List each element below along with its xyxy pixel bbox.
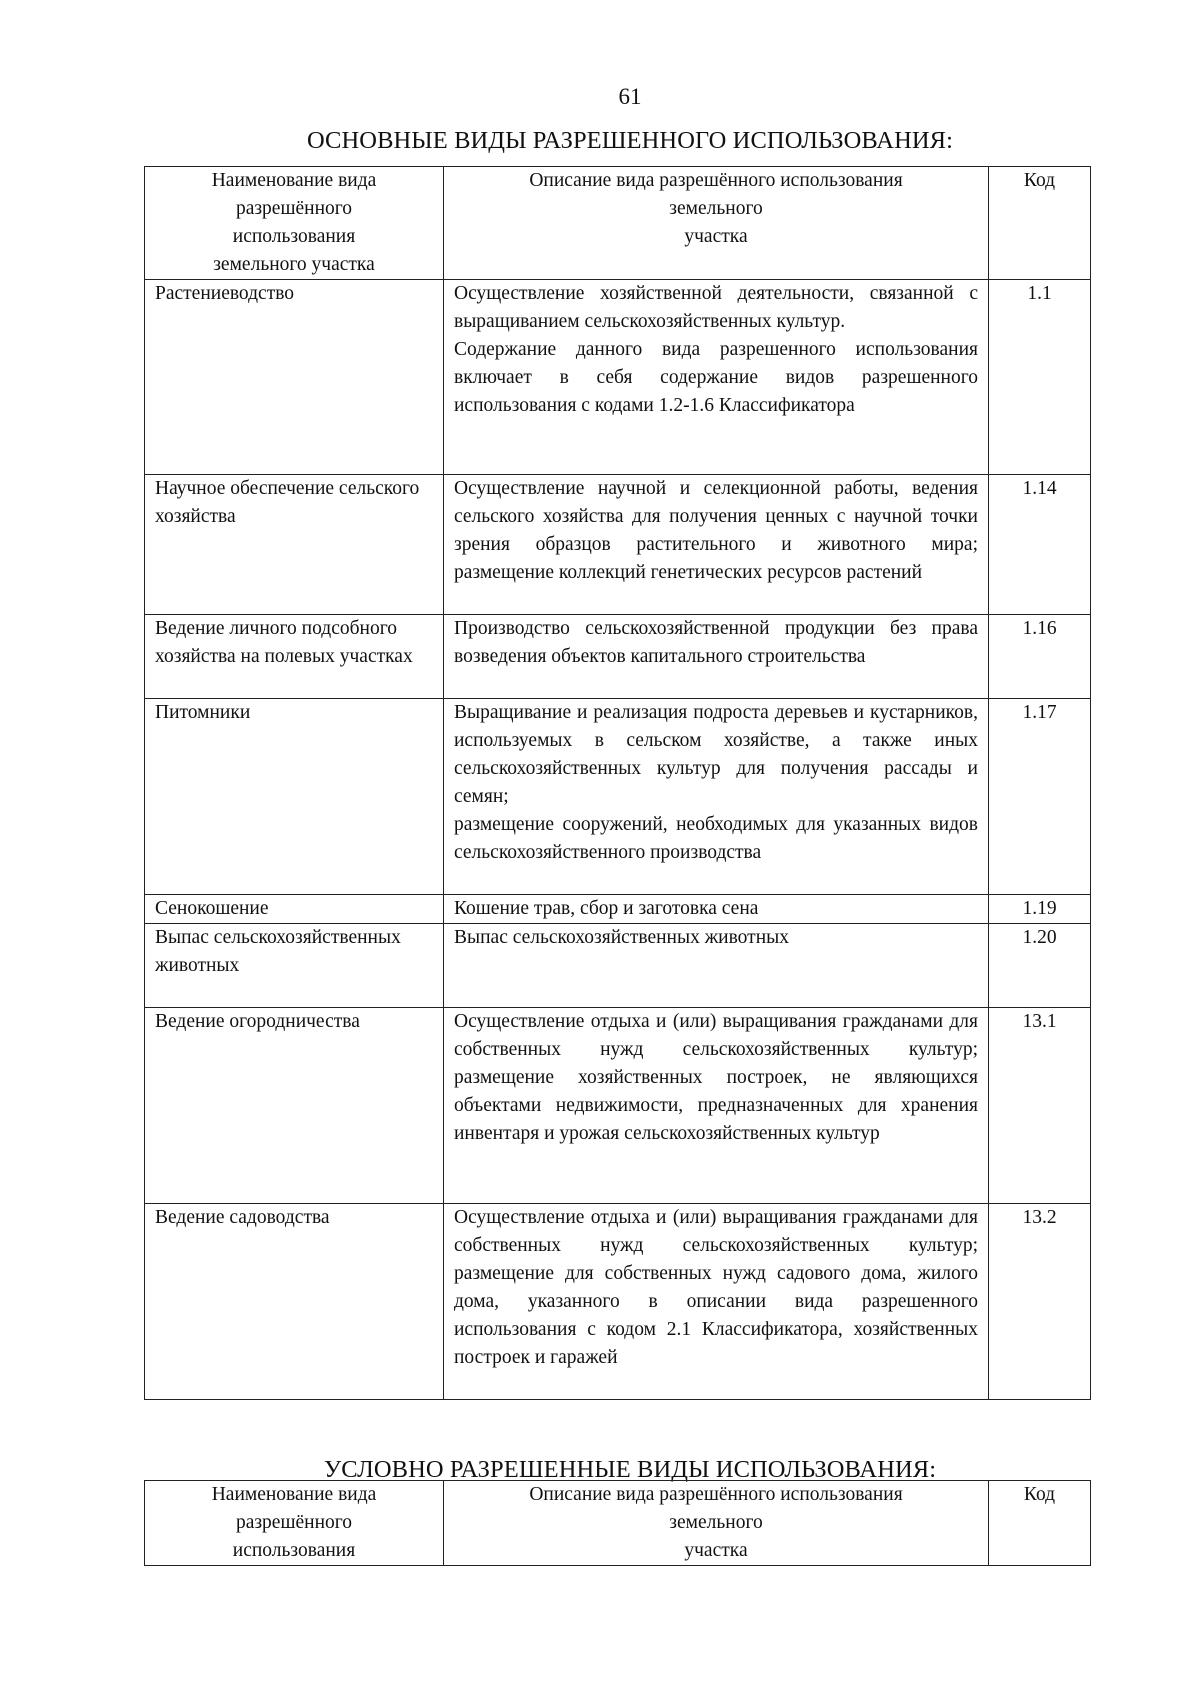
use-description-cell [444, 924, 989, 1008]
main-uses-table [144, 166, 1091, 1400]
use-description-cell [444, 280, 989, 475]
use-description-cell [444, 475, 989, 615]
main-uses-title: ОСНОВНЫЕ ВИДЫ РАЗРЕШЕННОГО ИСПОЛЬЗОВАНИЯ: [306, 127, 954, 154]
use-name-cell: Выпас сельскохозяйственных животных [145, 924, 444, 1008]
conditional-uses-table [144, 1480, 1091, 1566]
header-text: Описание вида разрешённого использования [529, 170, 903, 191]
use-name-cell: Растениеводство [145, 280, 444, 475]
conditional-uses-title: УСЛОВНО РАЗРЕШЕННЫЕ ВИДЫ ИСПОЛЬЗОВАНИЯ: [323, 1456, 937, 1483]
use-code-cell: 1.1 [989, 280, 1091, 475]
use-description-cell [444, 615, 989, 699]
use-description-cell [444, 895, 989, 924]
use-code-cell: 1.20 [989, 924, 1091, 1008]
description-paragraph: Осуществление отдыха и (или) выращивания гражданами для собственных нужд сельскохозяйственных культур; размещение хозяйственных построек, не являющихся объектами недвижимости, предназначенных для хранения инвентаря и урожая сельскохозяйственных культур [454, 1011, 978, 1144]
table-row [145, 615, 1091, 699]
header-text: Наименование вида [211, 170, 377, 191]
table-row [145, 895, 1091, 924]
use-name-cell: Сенокошение [145, 895, 444, 924]
header-text: участка [684, 1540, 748, 1561]
table-header-row [145, 167, 1091, 280]
description-paragraph: Осуществление научной и селекционной работы, ведения сельского хозяйства для получения ценных с научной точки зрения образцов растительного и животного мира; размещение коллекций генетических ресурсов растений [454, 478, 978, 583]
header-name-cell [145, 167, 444, 280]
use-description-cell [444, 699, 989, 895]
header-text: Наименование вида [211, 1484, 377, 1505]
use-name-cell: Научное обеспечение сельского хозяйства [145, 475, 444, 615]
description-paragraph: Выращивание и реализация подроста деревьев и кустарников, используемых в сельском хозяйстве, а также иных сельскохозяйственных культур для получения рассады и семян; [454, 702, 978, 807]
use-description-cell [444, 1008, 989, 1204]
table-row [145, 699, 1091, 895]
header-text: участка [684, 226, 748, 247]
description-paragraph: Осуществление отдыха и (или) выращивания гражданами для собственных нужд сельскохозяйственных культур; размещение для собственных нужд садового дома, жилого дома, указанного в описании вида разрешенного использования с кодом 2.1 Классификатора, хозяйственных построек и гаражей [454, 1207, 978, 1368]
use-code-cell: 1.16 [989, 615, 1091, 699]
header-text: земельного участка [213, 254, 375, 275]
description-paragraph: Производство сельскохозяйственной продукции без права возведения объектов капитального строительства [454, 618, 978, 667]
header-text: разрешённого [235, 198, 353, 219]
table-row [145, 924, 1091, 1008]
header-code-cell: Код [989, 1481, 1091, 1566]
table-row [145, 475, 1091, 615]
use-description-cell [444, 1204, 989, 1400]
header-text: разрешённого [235, 1512, 353, 1533]
header-text: земельного [669, 1512, 763, 1533]
header-name-cell [145, 1481, 444, 1566]
header-text: использования [232, 226, 356, 247]
description-paragraph: размещение сооружений, необходимых для указанных видов сельскохозяйственного производства [454, 814, 978, 863]
header-text: земельного [669, 198, 763, 219]
table-row [145, 280, 1091, 475]
description-paragraph: Осуществление хозяйственной деятельности, связанной с выращиванием сельскохозяйственных культур. [454, 283, 978, 332]
description-paragraph: Кошение трав, сбор и заготовка сена [454, 898, 759, 919]
header-text: использования [232, 1540, 356, 1561]
table-header-row [145, 1481, 1091, 1566]
use-name-cell: Ведение садоводства [145, 1204, 444, 1400]
use-name-cell: Ведение огородничества [145, 1008, 444, 1204]
use-name-cell: Питомники [145, 699, 444, 895]
use-code-cell: 1.14 [989, 475, 1091, 615]
header-code-cell: Код [989, 167, 1091, 280]
table-row [145, 1204, 1091, 1400]
description-paragraph: Содержание данного вида разрешенного использования включает в себя содержание видов разрешенного использования с кодами 1.2-1.6 Классификатора [454, 339, 978, 416]
description-paragraph: Выпас сельскохозяйственных животных [454, 927, 789, 948]
use-code-cell: 1.19 [989, 895, 1091, 924]
use-code-cell: 13.1 [989, 1008, 1091, 1204]
use-code-cell: 13.2 [989, 1204, 1091, 1400]
header-description-cell [444, 1481, 989, 1566]
page-number: 61 [618, 84, 642, 109]
use-name-cell: Ведение личного подсобного хозяйства на полевых участках [145, 615, 444, 699]
table-row [145, 1008, 1091, 1204]
use-code-cell: 1.17 [989, 699, 1091, 895]
header-description-cell [444, 167, 989, 280]
header-text: Описание вида разрешённого использования [529, 1484, 903, 1505]
